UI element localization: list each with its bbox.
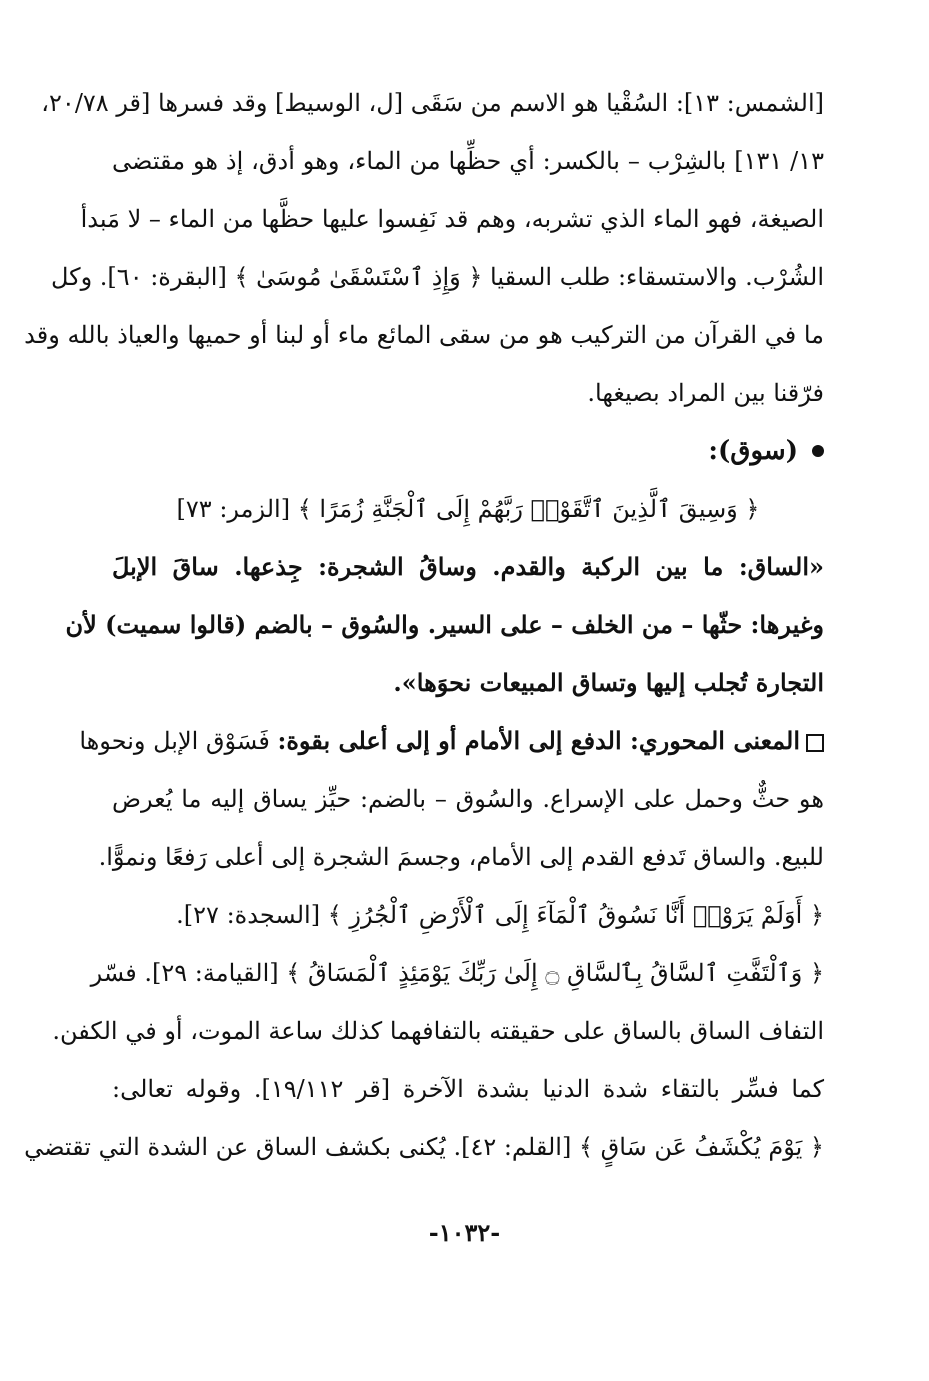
text-line-4: الشُرْب. والاستسقاء: طلب السقيا ﴿ وَإِذِ ٱسْتَسْقَىٰ مُوسَىٰ ﴾ [البقرة: ٦٠]. وكل (50, 263, 824, 291)
bullet-icon (812, 445, 824, 457)
meaning-rest: فَسَوْق الإبل ونحوها (79, 727, 278, 755)
final-line-1: ﴿ وَٱلْتَفَّتِ ٱلسَّاقُ بِٱلسَّاقِ ۝ إِلَىٰ رَبِّكَ يَوْمَئِذٍ ٱلْمَسَاقُ ﴾ [القيامة: ٢٩]. فسّر (90, 959, 824, 987)
meaning-line-2: هو حثٌّ وحمل على الإسراع. والسُوق – بالضم: حيِّز يساق إليه ما يُعرض (112, 785, 824, 813)
quote-line-2: وغيرها: حثّها – من الخلف – على السير. والسُوق – بالضم (قالوا سميت) لأن (65, 610, 824, 639)
final-line-4: ﴿ يَوْمَ يُكْشَفُ عَن سَاقٍ ﴾ [القلم: ٤٢]. يُكنى بكشف الساق عن الشدة التي تقتضي (24, 1133, 824, 1161)
text-line-1: [الشمس: ١٣]: السُقْيا هو الاسم من سَقَى [ل، الوسيط] وقد فسرها [قر ٢٠/٧٨، (41, 89, 824, 117)
page-body (24, 74, 825, 1176)
quote-line-3: التجارة تُجلب إليها وتساق المبيعات نحوَها». (393, 668, 824, 697)
text-line-3: الصيغة، فهو الماء الذي تشربه، وهم قد نَفِسوا عليها حظَّها من الماء – لا مَبدأ (80, 205, 824, 233)
final-line-3: كما فسِّر بالتقاء شدة الدنيا بشدة الآخرة [قر ١٩/١١٢]. وقوله تعالى: (112, 1075, 824, 1103)
meaning-line-1 (79, 712, 824, 770)
square-icon (806, 734, 824, 752)
meaning-line-4: ﴿ أَوَلَمْ يَرَوْا۟ أَنَّا نَسُوقُ ٱلْمَآءَ إِلَى ٱلْأَرْضِ ٱلْجُرُزِ ﴾ [السجدة: ٢٧]. (176, 901, 824, 929)
text-line-2: ١٣/ ١٣١] بالشِرْب – بالكسر: أي حظِّها من الماء، وهو أدق، إذ هو مقتضى (112, 147, 825, 175)
quote-line-1: «الساق: ما بين الركبة والقدم. وساقُ الشجرة: جِذعها. ساقَ الإبلَ (112, 552, 825, 581)
text-line-5: ما في القرآن من التركيب هو من سقى المائع ماء أو لبنا أو حميها والعياذ بالله وقد (24, 321, 824, 349)
verse-line: ﴿ وَسِيقَ ٱلَّذِينَ ٱتَّقَوْا۟ رَبَّهُمْ إِلَى ٱلْجَنَّةِ زُمَرًا ﴾ [الزمر: ٧٣] (176, 495, 760, 523)
final-line-2: التفاف الساق بالساق على حقيقته بالتفافهما كذلك ساعة الموت، أو في الكفن. (52, 1017, 824, 1045)
meaning-line-3: للبيع. والساق تَدفع القدم إلى الأمام، وجسمَ الشجرة إلى أعلى رَفعًا ونموًّا. (98, 843, 824, 871)
meaning-label: المعنى المحوري: الدفع إلى الأمام أو إلى أعلى بقوة: (277, 726, 800, 755)
page-number: -١٠٣٢- (428, 1218, 501, 1247)
section-heading (112, 422, 824, 480)
heading-text: (سوق): (708, 436, 798, 466)
text-line-6: فرّقنا بين المراد بصيغها. (587, 379, 824, 407)
